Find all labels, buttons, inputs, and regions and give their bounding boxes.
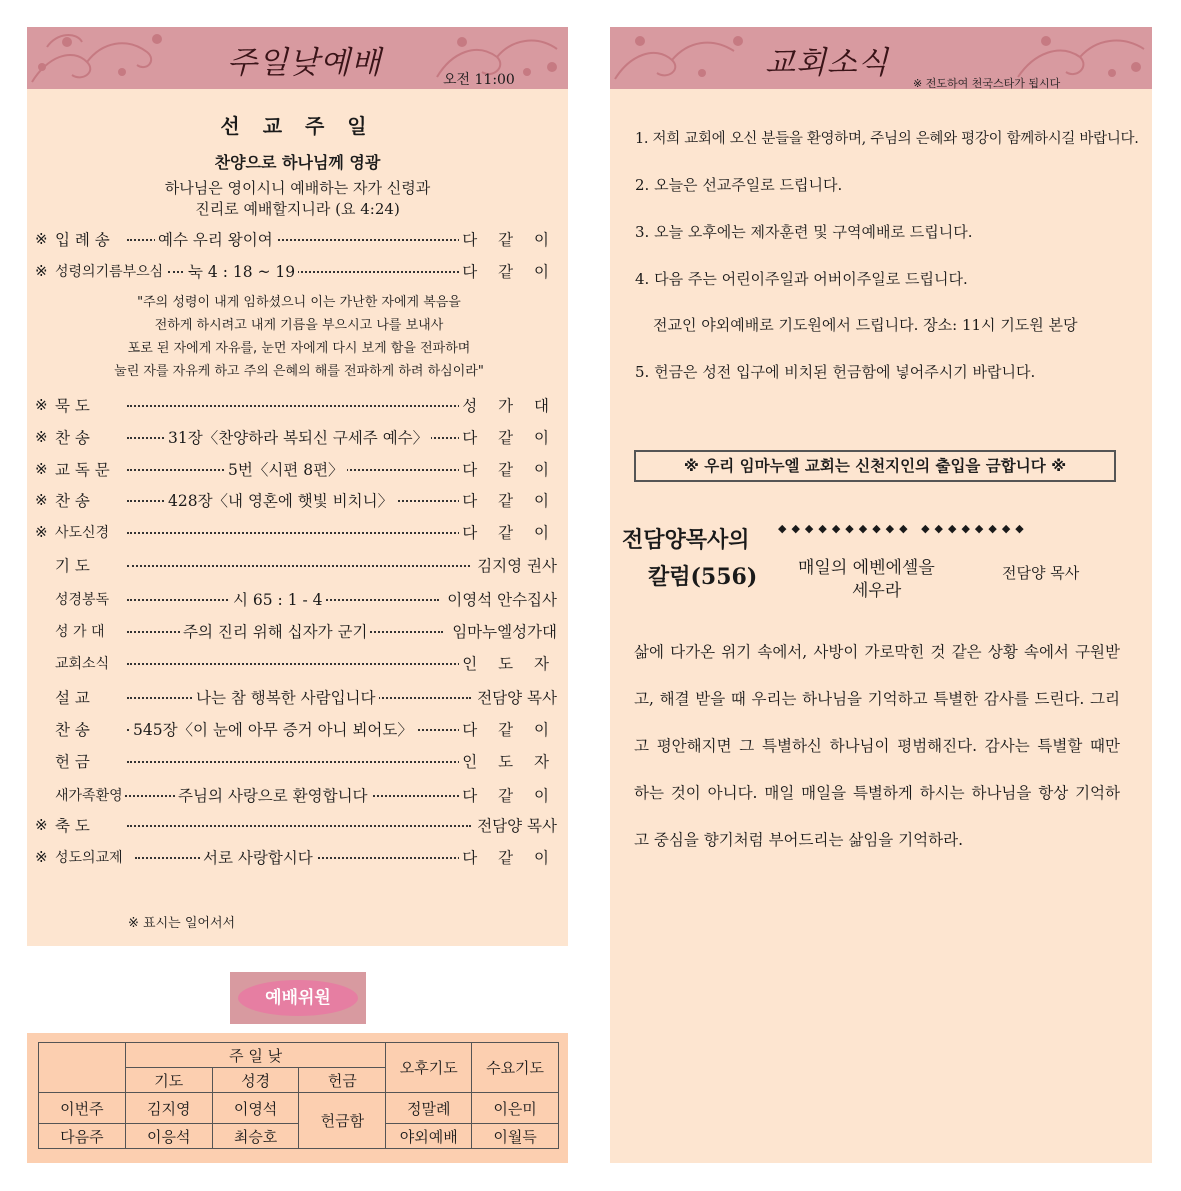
- scripture-line: 전하게 하시려고 내게 기름을 부으시고 나를 보내사: [154, 318, 444, 333]
- order-item-leader: 다 같 이: [459, 521, 557, 543]
- news-item-4-detail: 전교인 야외예배로 기도원에서 드립니다. 장소: 11시 기도원 본당: [653, 316, 1078, 334]
- order-item-leader: 다 같 이: [459, 458, 557, 480]
- order-item: [35, 783, 557, 807]
- floral-ornament-icon: [610, 27, 760, 89]
- roles-cell: 야외예배: [386, 1124, 472, 1149]
- news-item-2: 2. 오늘은 선교주일로 드립니다.: [635, 176, 843, 194]
- column-label-line1: 전담양목사의: [622, 527, 750, 553]
- leader-dots: [127, 405, 475, 407]
- order-item: [35, 553, 557, 577]
- order-item: [35, 488, 557, 512]
- order-item-title: 교 독 문: [55, 461, 110, 479]
- leader-dots: [127, 663, 475, 665]
- roles-cell: 정말례: [386, 1093, 472, 1124]
- leader-dots: [127, 825, 471, 827]
- order-item-detail: 예수 우리 왕이여: [155, 228, 276, 250]
- stand-mark: ※: [35, 816, 48, 834]
- leader-dots: [127, 532, 475, 534]
- verse-line-2: 진리로 예배할지니라 (요 4:24): [195, 200, 400, 218]
- order-item-detail: 나는 참 행복한 사람입니다: [193, 686, 379, 708]
- roles-sub-prayer: 기도: [125, 1068, 212, 1093]
- leader-dots: [127, 761, 475, 763]
- order-item-title: 성도의교제: [55, 850, 123, 866]
- order-item-title: 성경봉독: [55, 592, 110, 608]
- order-item-leader: 다 같 이: [459, 846, 557, 868]
- stand-mark: ※: [35, 396, 48, 414]
- news-subtitle: ※ 전도하여 천국스타가 됩시다: [913, 77, 1061, 89]
- order-item-detail: 눅 4 : 18 ~ 19: [185, 260, 298, 282]
- scripture-line: "주의 성령이 내게 임하셨으니 이는 가난한 자에게 복음을: [137, 295, 461, 310]
- roles-header-sunday: 주 일 낮: [125, 1043, 385, 1068]
- order-item-leader: 인 도 자: [459, 750, 557, 772]
- order-item-leader: 김지영 권사: [474, 554, 557, 576]
- order-item-title: 헌 금: [55, 753, 90, 771]
- leader-dots: [127, 565, 470, 567]
- order-item: [35, 749, 557, 773]
- order-item-title: 성령의기름부으심: [55, 264, 164, 280]
- order-item-title: 설 교: [55, 689, 90, 707]
- column-paragraph-line: 고, 해결 받을 때 우리는 하나님을 기억하고 특별한 감사를 드린다. 그리: [634, 690, 1120, 708]
- column-label-line2: 칼럼(556): [648, 564, 758, 590]
- worship-theme: 찬양으로 하나님께 영광: [214, 153, 381, 172]
- roles-table: [38, 1042, 559, 1149]
- sunday-title: 선 교 주 일: [220, 114, 375, 138]
- order-item-leader: 전담양 목사: [474, 686, 557, 708]
- roles-header-wed: 수요기도: [472, 1043, 559, 1093]
- roles-header-afternoon: 오후기도: [386, 1043, 472, 1093]
- order-item-leader: 다 같 이: [459, 489, 557, 511]
- news-banner: [610, 27, 1152, 89]
- order-item: [35, 717, 557, 741]
- column-stars: ◆◆◆◆◆◆◆◆◆◆ ◆◆◆◆◆◆◆◆: [778, 522, 1029, 535]
- order-item-leader: 전담양 목사: [474, 814, 557, 836]
- order-item: [35, 520, 557, 544]
- column-paragraph-line: 하는 것이 아니다. 매일 매일을 특별하게 하시는 하나님을 항상 기억하: [634, 784, 1120, 802]
- order-item: [35, 587, 557, 611]
- column-title-line2: 세우라: [852, 581, 902, 601]
- news-item-3: 3. 오늘 오후에는 제자훈련 및 구역예배로 드립니다.: [635, 223, 973, 241]
- order-item-leader: 다 같 이: [459, 260, 557, 282]
- stand-mark: ※: [35, 428, 48, 446]
- order-item-detail: 서로 사랑합시다: [200, 846, 316, 868]
- scripture-line: 눌린 자를 자유케 하고 주의 은혜의 해를 전파하게 하려 하심이라": [114, 364, 484, 379]
- order-item-leader: 임마누엘성가대: [449, 620, 557, 642]
- order-item-title: 사도신경: [55, 525, 110, 541]
- roles-badge: [230, 972, 366, 1024]
- order-item: [35, 845, 557, 869]
- order-item-detail: 시 65 : 1 - 4: [230, 588, 326, 610]
- order-item-leader: 다 같 이: [459, 228, 557, 250]
- order-item: [35, 393, 557, 417]
- roles-sub-bible: 성경: [212, 1068, 299, 1093]
- order-item-detail: 31장〈찬양하라 복되신 구세주 예수〉: [165, 426, 431, 448]
- order-item-detail: 5번〈시편 8편〉: [225, 458, 347, 480]
- roles-cell: 김지영: [125, 1093, 212, 1124]
- column-title-line1: 매일의 에벤에셀을: [798, 558, 935, 578]
- order-item-title: 성 가 대: [55, 624, 105, 640]
- stand-mark: ※: [35, 230, 48, 248]
- news-panel: [610, 89, 1152, 1163]
- order-item-leader: 인 도 자: [459, 652, 557, 674]
- stand-mark: ※: [35, 491, 48, 509]
- worship-banner: [27, 27, 568, 89]
- column-paragraph-line: 고 중심을 향기처럼 부어드리는 삶임을 기억하라.: [634, 831, 964, 849]
- stand-mark: ※: [35, 523, 48, 541]
- roles-cell: 이은미: [472, 1093, 559, 1124]
- order-item-title: 찬 송: [55, 721, 90, 739]
- order-item: [35, 457, 557, 481]
- scripture-line: 포로 된 자에게 자유를, 눈먼 자에게 다시 보게 함을 전파하며: [127, 341, 471, 356]
- news-item-5: 5. 헌금은 성전 입구에 비치된 헌금함에 넣어주시기 바랍니다.: [635, 363, 1036, 381]
- column-paragraph-line: 고 평안해지면 그 특별하신 하나님이 평범해진다. 감사는 특별할 때만: [634, 737, 1120, 755]
- roles-cell: 이월득: [472, 1124, 559, 1149]
- order-item-title: 기 도: [55, 557, 90, 575]
- news-title: 교회소식: [765, 45, 889, 81]
- stand-mark: ※: [35, 848, 48, 866]
- order-item: [35, 813, 557, 837]
- roles-corner-cell: [39, 1043, 126, 1093]
- order-item-leader: 다 같 이: [459, 718, 557, 740]
- order-item: [35, 259, 557, 283]
- notice-box: ※ 우리 임마누엘 교회는 신천지인의 출입을 금합니다 ※: [634, 450, 1116, 482]
- worship-title: 주일낮예배: [227, 45, 382, 81]
- roles-badge-label: 예배위원: [238, 980, 358, 1016]
- roles-row-label: 이번주: [39, 1093, 126, 1124]
- order-item-leader: 다 같 이: [459, 426, 557, 448]
- stand-mark: ※: [35, 262, 48, 280]
- news-item-1: 1. 저희 교회에 오신 분들을 환영하며, 주님의 은혜와 평강이 함께하시길 바랍니다.: [635, 131, 1139, 147]
- order-item-detail: 428장〈내 영혼에 햇빛 비치니〉: [165, 489, 396, 511]
- roles-sub-offering: 헌금: [299, 1068, 386, 1093]
- order-item: [35, 651, 557, 675]
- order-item-title: 축 도: [55, 817, 90, 835]
- roles-offering-cell: 헌금함: [299, 1093, 386, 1149]
- news-item-4: 4. 다음 주는 어린이주일과 어버이주일로 드립니다.: [635, 270, 968, 288]
- worship-time: 오전 11:00: [443, 72, 515, 88]
- order-item-title: 입 례 송: [55, 231, 110, 249]
- roles-cell: 이영석: [212, 1093, 299, 1124]
- order-item: [35, 685, 557, 709]
- roles-row-label: 다음주: [39, 1124, 126, 1149]
- order-item-detail: 545장〈이 눈에 아무 증거 아니 뵈어도〉: [130, 718, 416, 740]
- floral-ornament-icon: [27, 27, 187, 89]
- order-item-title: 찬 송: [55, 429, 90, 447]
- order-item-leader: 다 같 이: [459, 784, 557, 806]
- column-author: 전담양 목사: [1002, 564, 1080, 582]
- roles-cell: 이응석: [125, 1124, 212, 1149]
- order-item-title: 묵 도: [55, 397, 90, 415]
- order-item: [35, 227, 557, 251]
- order-item-title: 찬 송: [55, 492, 90, 510]
- stand-mark: ※: [35, 460, 48, 478]
- order-item-title: 교회소식: [55, 656, 110, 672]
- order-item: [35, 619, 557, 643]
- order-item-title: 새가족환영: [55, 788, 123, 804]
- verse-line-1: 하나님은 영이시니 예배하는 자가 신령과: [164, 179, 431, 197]
- order-item: [35, 425, 557, 449]
- order-item-leader: 이영석 안수집사: [444, 588, 557, 610]
- roles-cell: 최승호: [212, 1124, 299, 1149]
- stand-note: ※ 표시는 일어서서: [128, 916, 236, 931]
- order-item-leader: 성 가 대: [459, 394, 557, 416]
- order-item-detail: 주의 진리 위해 십자가 군기: [180, 620, 370, 642]
- order-item-detail: 주님의 사랑으로 환영합니다: [175, 784, 371, 806]
- column-paragraph-line: 삶에 다가온 위기 속에서, 사방이 가로막힌 것 같은 상황 속에서 구원받: [634, 643, 1120, 661]
